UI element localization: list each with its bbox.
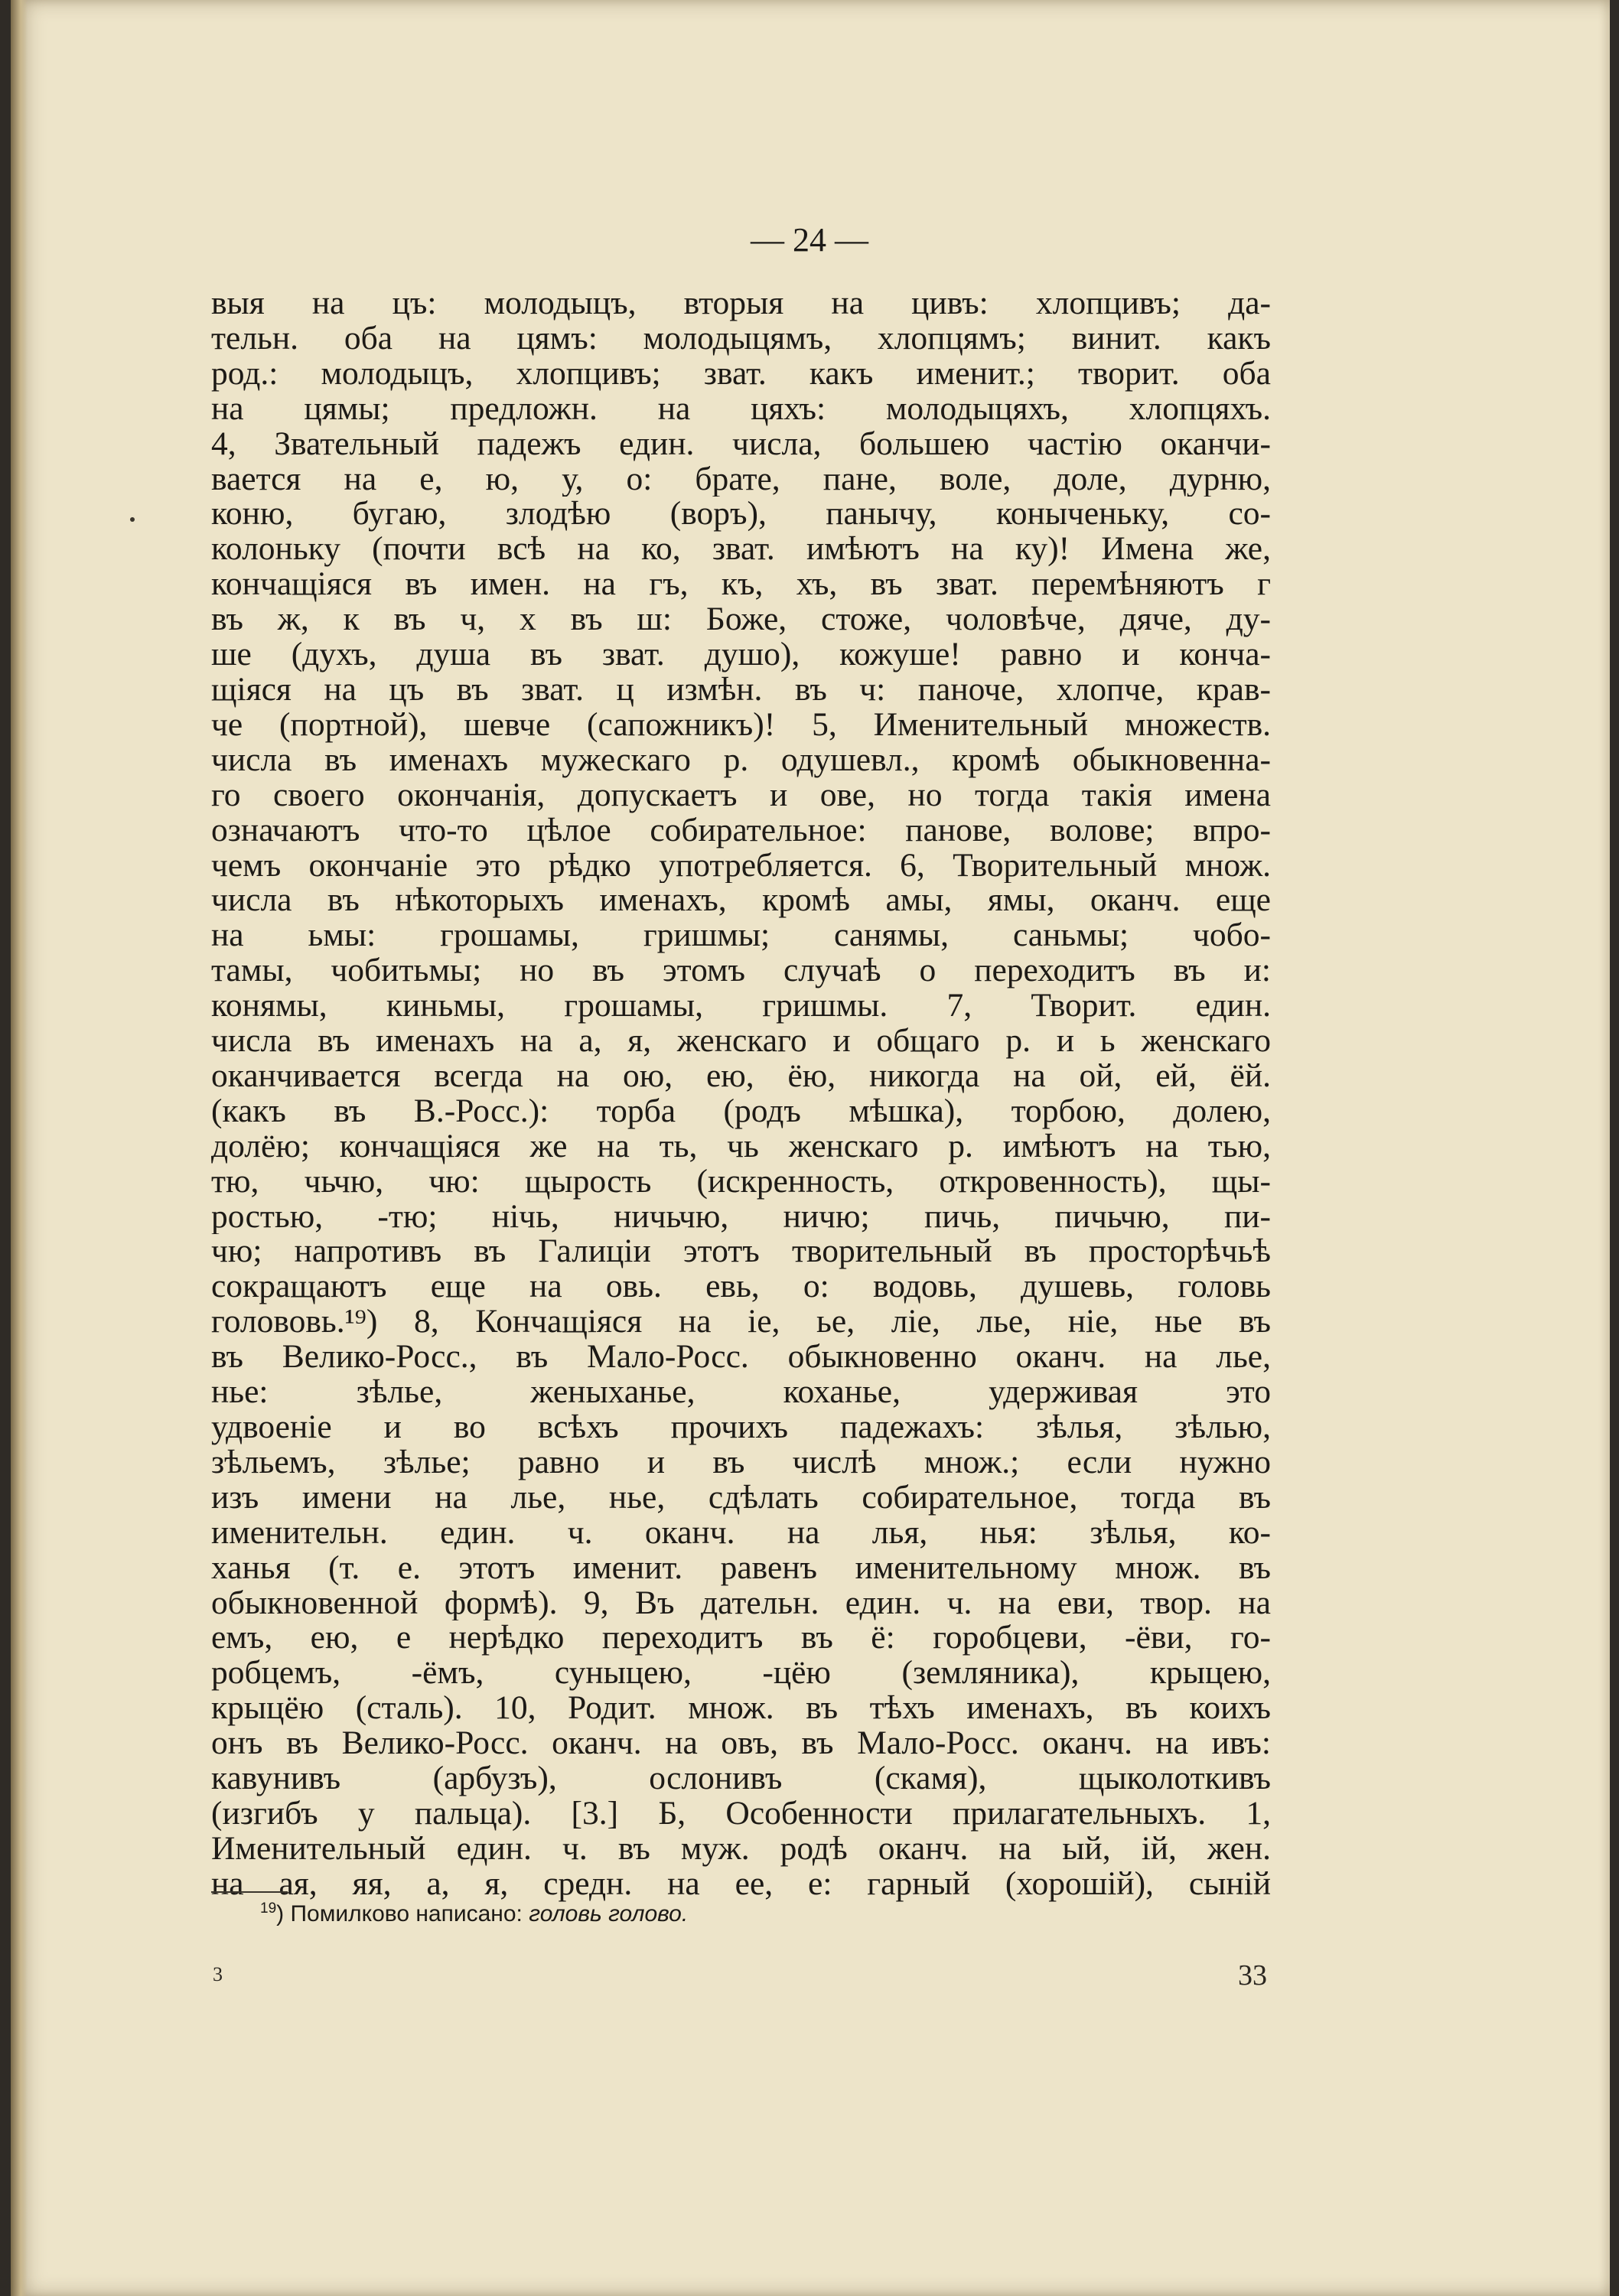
text-line: сокращаютъ еще на овь. евь, о: водовь, душевь, головь <box>211 1269 1271 1305</box>
text-line: удвоеніе и во всѣхъ прочихъ падежахъ: зѣлья, зѣлью, <box>211 1410 1271 1445</box>
text-line: чемъ окончаніе это рѣдко употребляется. 6, Творительный множ. <box>211 848 1271 884</box>
text-line: оканчивается всегда на ою, ею, ёю, никогда на ой, ей, ёй. <box>211 1058 1271 1094</box>
text-line: въ ж, к въ ч, х въ ш: Боже, стоже, чоловѣче, дяче, ду- <box>211 602 1271 638</box>
text-line: на цямы; предложн. на цяхъ: молодыцяхъ, хлопцяхъ. <box>211 391 1271 427</box>
body-text <box>211 286 1271 1902</box>
text-line: тельн. оба на цямъ: молодыцямъ, хлопцямъ; винит. какъ <box>211 321 1271 357</box>
footnote <box>260 1900 688 1927</box>
text-line: нье: зѣлье, женыханье, коханье, удерживая это <box>211 1375 1271 1410</box>
text-line: на ая, яя, а, я, средн. на ее, е: гарный (хорошій), сыній <box>211 1866 1271 1902</box>
stray-mark <box>130 517 135 522</box>
text-line: зѣльемъ, зѣлье; равно и въ числѣ множ.; если нужно <box>211 1444 1271 1480</box>
text-line: Именительный един. ч. въ муж. родѣ оканч. на ый, ій, жен. <box>211 1831 1271 1867</box>
text-line: обыкновенной формѣ). 9, Въ дательн. един. ч. на еви, твор. на <box>211 1585 1271 1621</box>
text-line: колоньку (почти всѣ на ко, зват. имѣютъ на ку)! Имена же, <box>211 532 1271 568</box>
text-line: го своего окончанія, допускаетъ и ове, но тогда такія имена <box>211 777 1271 813</box>
text-line: чю; напротивъ въ Галиціи этотъ творительный въ просторѣчьѣ <box>211 1234 1271 1270</box>
text-line: вается на е, ю, у, о: брате, пане, воле, доле, дурню, <box>211 461 1271 497</box>
text-line: кончащіяся въ имен. на гъ, къ, хъ, въ зват. перемѣняютъ г <box>211 567 1271 603</box>
text-line: конямы, киньмы, грошамы, гришмы. 7, Творит. един. <box>211 988 1271 1024</box>
text-line: выя на цъ: молодыцъ, вторыя на цивъ: хлопцивъ; да- <box>211 286 1271 321</box>
text-line: тамы, чобитьмы; но въ этомъ случаѣ о переходитъ въ и: <box>211 953 1271 989</box>
text-line: емъ, ею, е нерѣдко переходитъ въ ё: горобцеви, -ёви, го- <box>211 1620 1271 1656</box>
text-line: онъ въ Велико-Росс. оканч. на овъ, въ Мало-Росс. оканч. на ивъ: <box>211 1726 1271 1762</box>
text-line: коню, бугаю, злодѣю (воръ), панычу, коныченьку, со- <box>211 497 1271 532</box>
text-line: числа въ именахъ на а, я, женскаго и общаго р. и ь женскаго <box>211 1024 1271 1059</box>
signature-mark: 3 <box>213 1963 223 1985</box>
page-binding-edge <box>11 0 28 2296</box>
text-line: кавунивъ (арбузъ), ослонивъ (скамя), щыколоткивъ <box>211 1761 1271 1796</box>
footnote-marker: 19 <box>260 1900 277 1917</box>
footnote-rule <box>211 1891 288 1893</box>
text-line: изъ имени на лье, нье, сдѣлать собирательное, тогда въ <box>211 1480 1271 1516</box>
text-line: числа въ именахъ мужескаго р. одушевл., кромѣ обыкновенна- <box>211 742 1271 778</box>
folio-number: 33 <box>1238 1959 1267 1991</box>
page-header-number: — 24 — <box>751 221 868 259</box>
text-line: род.: молодыцъ, хлопцивъ; зват. какъ именит.; творит. оба <box>211 356 1271 392</box>
text-line: (какъ въ В.-Росс.): торба (родъ мѣшка), торбою, долею, <box>211 1093 1271 1129</box>
text-line: числа въ нѣкоторыхъ именахъ, кромѣ амы, ямы, оканч. еще <box>211 883 1271 919</box>
text-line: означаютъ что-то цѣлое собирательное: панове, волове; впро- <box>211 813 1271 848</box>
footnote-text: ) Помилково написано: <box>276 1901 529 1926</box>
text-line: робцемъ, -ёмъ, суныцею, -цёю (земляника), крыцею, <box>211 1656 1271 1692</box>
text-line: въ Велико-Росс., въ Мало-Росс. обыкновенно оканч. на лье, <box>211 1340 1271 1376</box>
text-line: че (портной), шевче (сапожникъ)! 5, Именительный множеств. <box>211 707 1271 743</box>
footnote-italic-text: головь голово. <box>529 1901 689 1926</box>
text-line: (изгибъ у пальца). [3.] Б, Особенности прилагательныхъ. 1, <box>211 1796 1271 1832</box>
text-line: голововь.¹⁹) 8, Кончащіяся на іе, ье, ліе, лье, ніе, нье въ <box>211 1304 1271 1340</box>
text-line: крыцёю (сталь). 10, Родит. множ. въ тѣхъ именахъ, въ коихъ <box>211 1691 1271 1727</box>
text-line: 4, Звательный падежъ един. числа, большею частію оканчи- <box>211 426 1271 462</box>
text-line: именительн. един. ч. оканч. на лья, нья: зѣлья, ко- <box>211 1515 1271 1551</box>
text-line: тю, чьчю, чю: щырость (искренность, откровенность), щы- <box>211 1164 1271 1200</box>
text-line: на ьмы: грошамы, гришмы; санямы, саньмы; чобо- <box>211 918 1271 954</box>
text-line: ростью, -тю; нічь, ничьчю, ничю; пичь, пичьчю, пи- <box>211 1199 1271 1235</box>
text-line: долёю; кончащіяся же на ть, чь женскаго р. имѣютъ на тью, <box>211 1128 1271 1164</box>
text-line: ше (духъ, душа въ зват. душо), кожуше! равно и конча- <box>211 637 1271 673</box>
text-line: щіяся на цъ въ зват. ц измѣн. въ ч: паноче, хлопче, крав- <box>211 672 1271 708</box>
text-line: ханья (т. е. этотъ именит. равенъ именительному множ. въ <box>211 1550 1271 1586</box>
